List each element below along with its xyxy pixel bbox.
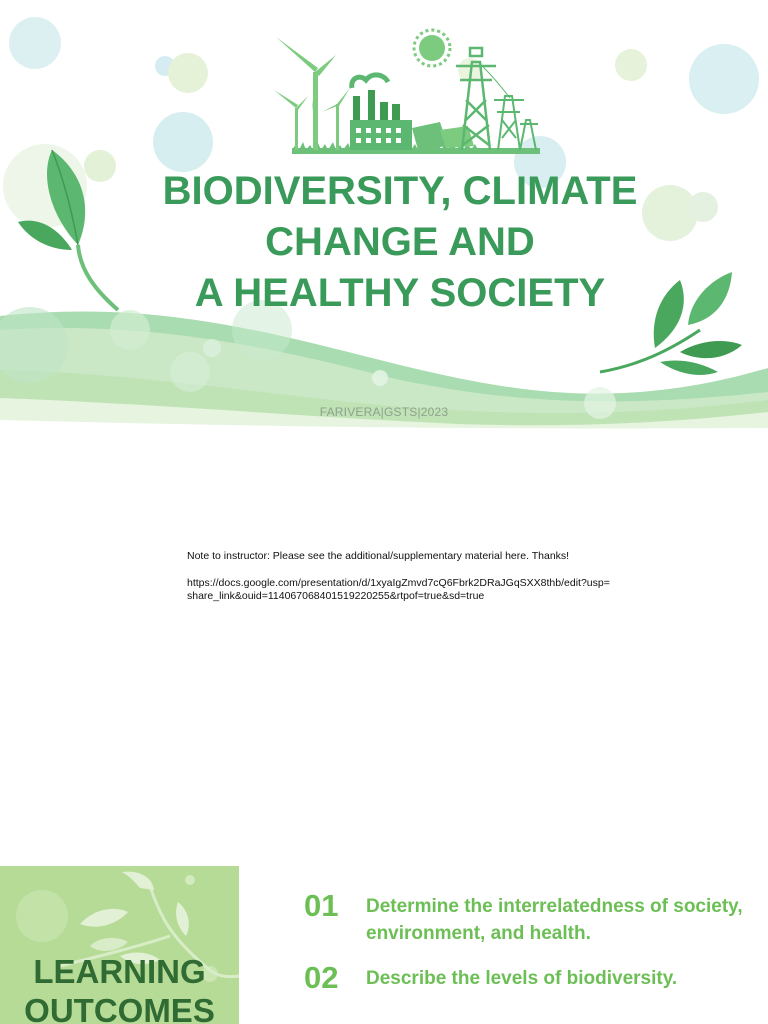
heading-line: LEARNING — [33, 953, 206, 990]
outcome-number: 01 — [304, 888, 339, 923]
slide-title — [90, 166, 710, 319]
outcome-number: 02 — [304, 960, 339, 995]
energy-illustration — [274, 30, 540, 154]
outcome-text: Determine the interrelatedness of society, environment, and health. — [366, 896, 743, 944]
supplementary-link[interactable]: https://docs.google.com/presentation/d/1xyaIgZmvd7cQ6Fbrk2DRaJGqSXX8thb/edit?usp=share_link&ouid=114067068401519220255&rtpof=true&sd=true — [187, 577, 610, 602]
wind-turbine-icon — [322, 88, 350, 150]
sun-icon — [414, 30, 450, 66]
wind-turbine-icon — [274, 90, 308, 150]
learning-outcomes-heading — [0, 952, 239, 1024]
instructor-notes — [187, 550, 667, 617]
factory-icon — [350, 75, 412, 150]
title-line: BIODIVERSITY, CLIMATE — [162, 169, 638, 213]
author-credit: FARIVERA|GSTS|2023 — [319, 405, 449, 419]
title-line: A HEALTHY SOCIETY — [194, 271, 606, 315]
learning-outcomes-panel — [0, 866, 239, 1024]
wind-turbine-icon — [276, 37, 336, 150]
title-line: CHANGE AND — [265, 220, 535, 264]
title-slide — [0, 0, 768, 440]
note-text: Note to instructor: Please see the additional/supplementary material here. Thanks! — [187, 550, 570, 562]
heading-line: OUTCOMES — [24, 992, 215, 1024]
learning-outcomes-slide — [0, 866, 768, 1024]
green-wave — [0, 300, 768, 440]
outcome-text: Describe the levels of biodiversity. — [366, 968, 678, 989]
